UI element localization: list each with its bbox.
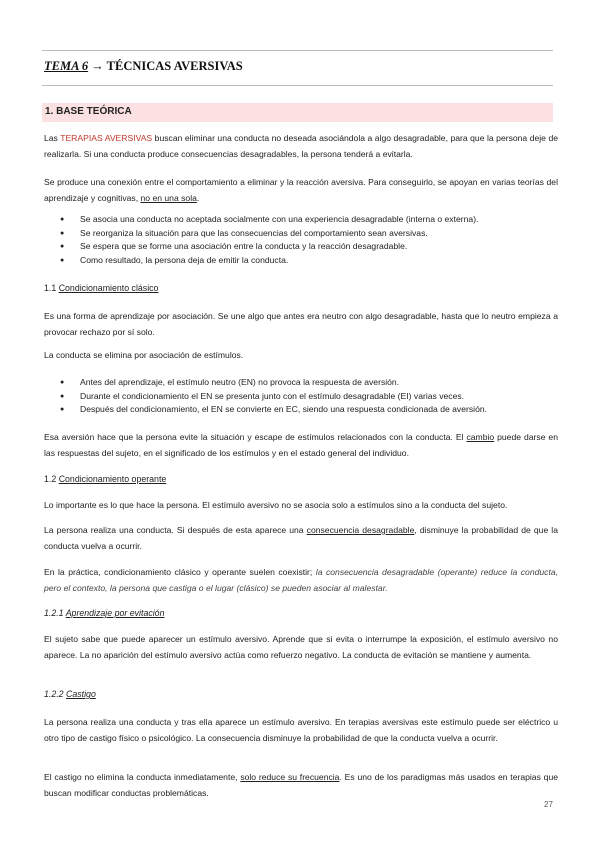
bullet-list-principles [56, 213, 546, 267]
list-item: ● Antes del aprendizaje, el estímulo neutro (EN) no provoca la respuesta de aversión. [56, 376, 546, 390]
list-item: ● Después del condicionamiento, el EN se convierte en EC, siendo una respuesta condicionada de aversión. [56, 403, 546, 417]
paragraph-avoidance: El sujeto sabe que puede aparecer un estímulo aversivo. Aprende que si evita o interrumpe la exposición, el estímulo aversivo no aparece. La no aparición del estímulo aversivo actúa como refuerzo negativo. La conducta de evitación se mantiene y aumenta. [44, 634, 558, 660]
paragraph-connection [44, 174, 558, 206]
list-item: ● Durante el condicionamiento el EN se presenta junto con el estímulo desagradable (EI) varias veces. [56, 390, 546, 404]
heading-number: 1.2.1 [44, 608, 66, 618]
text: En la práctica, condicionamiento clásico y operante suelen coexistir; [44, 567, 316, 577]
heading-number: 1.2 [44, 474, 59, 484]
subheading-operant [44, 474, 166, 484]
paragraph-punishment: La persona realiza una conducta y tras ella aparece un estímulo aversivo. En terapias aversivas este estímulo puede ser eléctrico u otro tipo de castigo físico o psicológico. La consecuencia disminuye la probabilidad de que la conducta vuelva a ocurrir. [44, 717, 558, 743]
underlined-text: no en una sola [140, 193, 197, 203]
heading-title: Aprendizaje por evitación [65, 608, 165, 618]
underlined-text: consecuencia desagradable [306, 525, 415, 535]
underlined-text: solo reduce su frecuencia [240, 772, 340, 782]
heading-number: 1.1 [44, 283, 59, 293]
text: buscan eliminar una conducta no deseada asociándola a algo desagradable, para que la persona deje de realizarla. Si una conducta produce consecuencias desagradables, la persona tenderá a evitarla. [44, 133, 559, 159]
text: Las [44, 133, 61, 143]
paragraph-punishment-frequency [44, 769, 558, 801]
highlighted-term: TERAPIAS AVERSIVAS [60, 133, 153, 143]
heading-title: Condicionamiento clásico [58, 283, 159, 293]
top-rule [42, 50, 553, 51]
section-heading-band [42, 103, 553, 122]
text: puede darse en las respuestas del sujeto, en el significado de los estímulos y en el estado general del individuo. [44, 432, 558, 458]
paragraph-operant-consequence [44, 522, 558, 554]
text: . Es uno de los paradigmas más usados en terapias que buscan modificar conductas problemáticas. [44, 772, 559, 798]
text: Esa aversión hace que la persona evite la situación y escape de estímulos relacionados con la conducta. El [44, 432, 467, 442]
paragraph-intro [44, 130, 558, 162]
list-item: ● Como resultado, la persona deja de emitir la conducta. [56, 254, 546, 268]
paragraph-classical-def: Es una forma de aprendizaje por asociación. Se une algo que antes era neutro con algo desagradable, hasta que lo neutro empieza a provocar rechazo por sí solo. [44, 311, 558, 337]
list-item: ● Se asocia una conducta no aceptada socialmente con una experiencia desagradable (interna o externa). [56, 213, 546, 227]
bottom-rule [42, 85, 553, 86]
heading-title: Condicionamiento operante [58, 474, 167, 484]
heading-title: Castigo [66, 689, 96, 699]
paragraph-coexist [44, 564, 558, 596]
text: . [196, 193, 200, 203]
subheading-classical [44, 283, 158, 293]
paragraph-aversion [44, 429, 558, 461]
arrow: → [88, 59, 107, 73]
subheading-avoidance [44, 608, 164, 618]
heading-number: 1.2.2 [44, 689, 67, 699]
text: , disminuye la probabilidad de que la conducta vuelva a ocurrir. [44, 525, 558, 551]
underlined-text: cambio [466, 432, 495, 442]
text: Se produce una conexión entre el comportamiento a eliminar y la reacción aversiva. Para conseguirlo, se apoyan en varias teorías del aprendizaje y cognitivas, [44, 177, 558, 203]
text: El castigo no elimina la conducta inmediatamente, [44, 772, 241, 782]
text: La persona realiza una conducta. Si después de esta aparece una [44, 525, 307, 535]
bullet-list-classical [56, 376, 546, 417]
chapter-name: TÉCNICAS AVERSIVAS [106, 59, 243, 73]
chapter-number: TEMA 6 [44, 59, 89, 73]
section-heading: 1. BASE TEÓRICA [45, 106, 132, 117]
subheading-punishment [44, 689, 96, 699]
paragraph-classical-summary: La conducta se elimina por asociación de estímulos. [44, 350, 244, 360]
list-item: ● Se espera que se forme una asociación entre la conducta y la reacción desagradable. [56, 240, 546, 254]
italic-text: la consecuencia desagradable (operante) reduce la conducta, pero el contexto, la persona que castiga o el lugar (clásico) se pueden asociar al malestar. [44, 567, 559, 593]
list-item: ● Se reorganiza la situación para que las consecuencias del comportamiento sean aversivas. [56, 227, 546, 241]
paragraph-operant-def: Lo importante es lo que hace la persona. El estímulo aversivo no se asocia solo a estímulos sino a la conducta del sujeto. [44, 500, 508, 510]
page-number: 27 [544, 800, 553, 809]
chapter-title [44, 59, 243, 74]
